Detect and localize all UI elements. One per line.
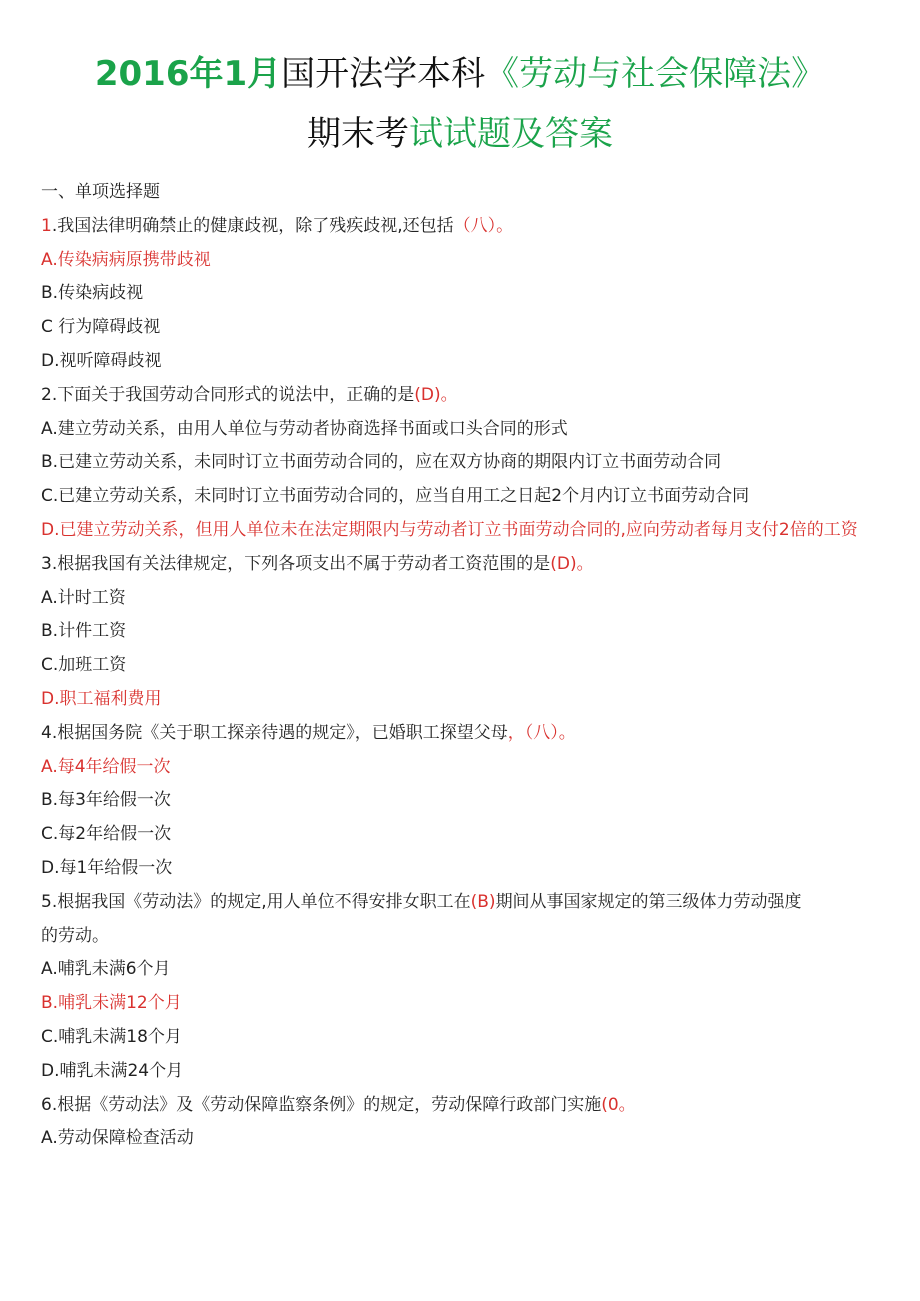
section-heading: 一、单项选择题 [41, 182, 160, 202]
title-suffix: 试试题及答案 [409, 114, 613, 154]
option: A.建立劳动关系，由用人单位与劳动者协商选择书面或口头合同的形式 [41, 418, 568, 439]
question-stem-continued: 期间从事国家规定的第三级体力劳动强度 [495, 891, 802, 912]
question-6 [41, 1089, 886, 1123]
question-answer: (B) [470, 891, 496, 912]
question-answer: （八）。 [453, 215, 514, 236]
question-answer: (0。 [601, 1094, 636, 1115]
option: A.劳动保障检查活动 [41, 1128, 194, 1149]
document-title-line-1 [0, 52, 920, 96]
option: A.哺乳未满6个月 [41, 959, 171, 980]
option: C.哺乳未满18个月 [41, 1026, 182, 1047]
option-correct: D.已建立劳动关系，但用人单位未在法定期限内与劳动者订立书面劳动合同的,应向劳动者每月支付2倍的工资 [41, 519, 858, 540]
option: C.每2年给假一次 [41, 824, 172, 845]
title-date: 2016年1月 [94, 54, 282, 94]
option: C 行为障碍歧视 [41, 317, 161, 338]
question-stem: 4.根据国务院《关于职工探亲待遇的规定》，已婚职工探望父母 [41, 722, 508, 743]
question-stem: .我国法律明确禁止的健康歧视，除了残疾歧视,还包括 [51, 215, 454, 236]
option: D.视听障碍歧视 [41, 350, 162, 371]
question-answer: ，（八）。 [507, 722, 576, 743]
option: B.传染病歧视 [41, 283, 144, 304]
document-title-line-2 [0, 112, 920, 156]
title-course: 《劳动与社会保障法》 [485, 54, 826, 94]
title-program: 国开法学本科 [281, 54, 486, 94]
option-correct: A.传染病病原携带歧视 [41, 249, 211, 270]
option: B.已建立劳动关系，未同时订立书面劳动合同的，应在双方协商的期限内订立书面劳动合同 [41, 452, 722, 473]
option: C.已建立劳动关系，未同时订立书面劳动合同的，应当自用工之日起2个月内订立书面劳动合同 [41, 486, 750, 507]
question-stem-continued: 的劳动。 [41, 925, 109, 946]
option: B.计件工资 [41, 621, 127, 642]
option: C.加班工资 [41, 655, 127, 676]
question-answer: (D)。 [414, 384, 458, 405]
question-2 [41, 379, 886, 413]
title-exam: 期末考 [307, 114, 409, 154]
question-3 [41, 548, 886, 582]
option: A.计时工资 [41, 587, 126, 608]
question-4 [41, 717, 886, 751]
question-stem: 3.根据我国有关法律规定，下列各项支出不属于劳动者工资范围的是 [41, 553, 551, 574]
question-answer: (D)。 [550, 553, 594, 574]
question-number: 1 [41, 215, 52, 236]
question-5 [41, 886, 886, 920]
option-correct: A.每4年给假一次 [41, 756, 171, 777]
option-correct: D.职工福利费用 [41, 688, 162, 709]
question-stem: 2.下面关于我国劳动合同形式的说法中，正确的是 [41, 384, 415, 405]
question-stem: 5.根据我国《劳动法》的规定,用人单位不得安排女职工在 [41, 891, 471, 912]
option-correct: B.哺乳未满12个月 [41, 993, 182, 1014]
option: B.每3年给假一次 [41, 790, 171, 811]
question-stem: 6.根据《劳动法》及《劳动保障监察条例》的规定，劳动保障行政部门实施 [41, 1094, 602, 1115]
question-list [41, 176, 886, 1156]
option: D.哺乳未满24个月 [41, 1060, 184, 1081]
option: D.每1年给假一次 [41, 857, 173, 878]
question-1 [41, 210, 886, 244]
